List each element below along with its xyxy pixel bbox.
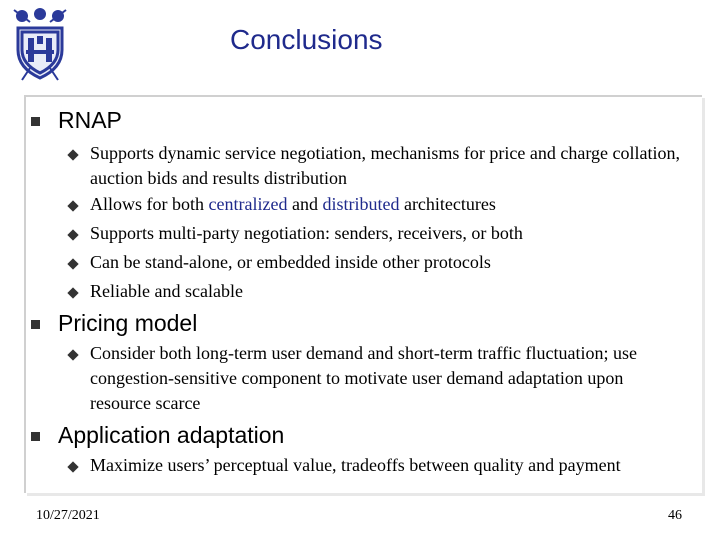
bullet-text: Reliable and scalable [90, 281, 243, 301]
bullet-text: Supports dynamic service negotiation, mechanisms for price and charge collation, auction bids and results distribution [90, 143, 680, 188]
section-heading-rnap: RNAP [58, 107, 122, 133]
section-bullet-square [31, 320, 40, 329]
bullet-text: Allows for both centralized and distributed architectures [90, 194, 496, 214]
page-number: 46 [668, 508, 682, 523]
highlight-term: centralized [208, 194, 288, 214]
section-bullet-square [31, 117, 40, 126]
section-bullet-square [31, 432, 40, 441]
footer-date: 10/27/2021 [36, 508, 100, 523]
university-crest-logo [8, 6, 72, 82]
slide-title: Conclusions [230, 24, 383, 55]
highlight-term: distributed [322, 194, 400, 214]
bullet-text: Supports multi-party negotiation: senders, receivers, or both [90, 223, 523, 243]
bullet-text: Maximize users’ perceptual value, tradeoffs between quality and payment [90, 455, 621, 475]
bullet-text: Consider both long-term user demand and short-term traffic fluctuation; use congestion-sensitive component to motivate user demand adaptation upon resource scarce [90, 343, 638, 413]
section-heading-application-adaptation: Application adaptation [58, 422, 285, 448]
bullet-text: Can be stand-alone, or embedded inside other protocols [90, 252, 491, 272]
section-heading-pricing-model: Pricing model [58, 310, 198, 336]
